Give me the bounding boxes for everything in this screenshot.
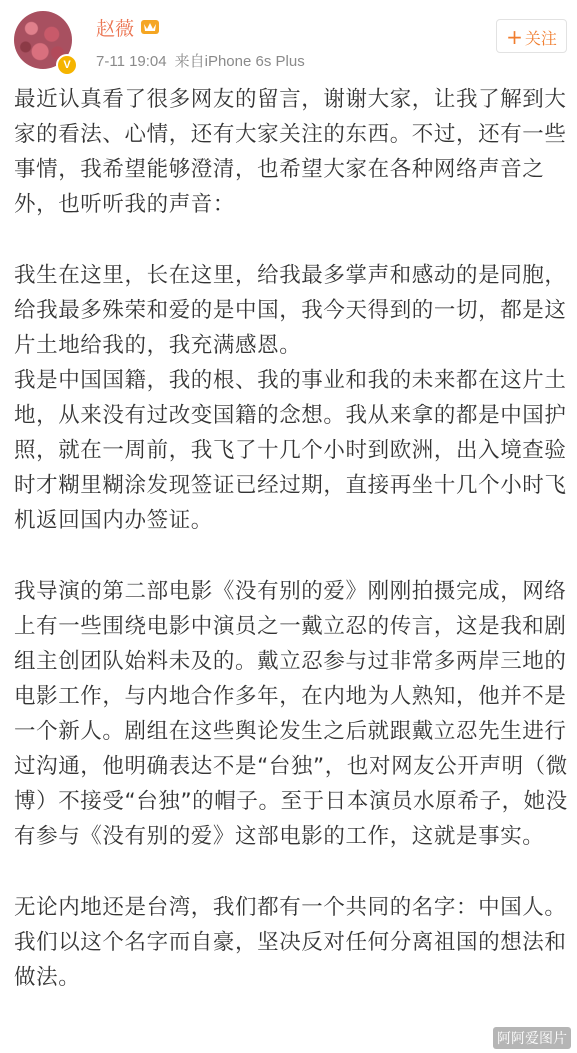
verified-badge-icon: V [56,54,78,76]
post-paragraph-5: 无论内地还是台湾，我们都有一个共同的名字：中国人。我们以这个名字而自豪，坚决反对任何分离祖国的想法和做法。 [14,895,567,990]
post-paragraph-3: 我是中国国籍，我的根、我的事业和我的未来都在这片土地，从来没有过改变国籍的念想。我从来拿的都是中国护照，就在一周前，我飞了十几个小时到欧洲，出入境查验时才糊里糊涂发现签证已经过期，直接再坐十几个小时飞机返回国内办签证。 [14,368,567,533]
paragraph-gap [14,538,574,574]
paragraph-gap [14,854,574,890]
post-paragraph-1: 最近认真看了很多网友的留言，谢谢大家，让我了解到大家的看法、心情，还有大家关注的东西。不过，还有一些事情，我希望能够澄清，也希望大家在各种网络声音之外，也听听我的声音： [14,87,567,217]
follow-button[interactable] [496,19,567,53]
post-header [0,0,577,80]
post-meta [96,50,305,71]
post-time: 7-11 19:04 [96,53,167,70]
watermark: 阿阿爱图片 [493,1027,571,1049]
author-name[interactable]: 赵薇 [96,18,135,40]
post-paragraph-2: 我生在这里，长在这里，给我最多掌声和感动的是同胞，给我最多殊荣和爱的是中国，我今天得到的一切，都是这片土地给我的，我充满感恩。 [14,263,567,358]
member-crown-icon [140,17,160,35]
post-paragraph-4: 我导演的第二部电影《没有别的爱》刚刚拍摄完成，网络上有一些围绕电影中演员之一戴立忍的传言，这是我和剧组主创团队始料未及的。戴立忍参与过非常多两岸三地的电影工作，与内地合作多年，在内地为人熟知，他并不是一个新人。剧组在这些舆论发生之后就跟戴立忍先生进行过沟通，他明确表达不是“台独”，也对网友公开声明（微博）不接受“台独”的帽子。至于日本演员水原希子，她没有参与《没有别的爱》这部电影的工作，这就是事实。 [14,579,568,849]
plus-icon: + [506,25,523,49]
follow-label: 关注 [524,29,557,48]
paragraph-gap [14,222,574,258]
post-body [14,82,574,995]
post-source: 来自iPhone 6s Plus [174,53,305,70]
